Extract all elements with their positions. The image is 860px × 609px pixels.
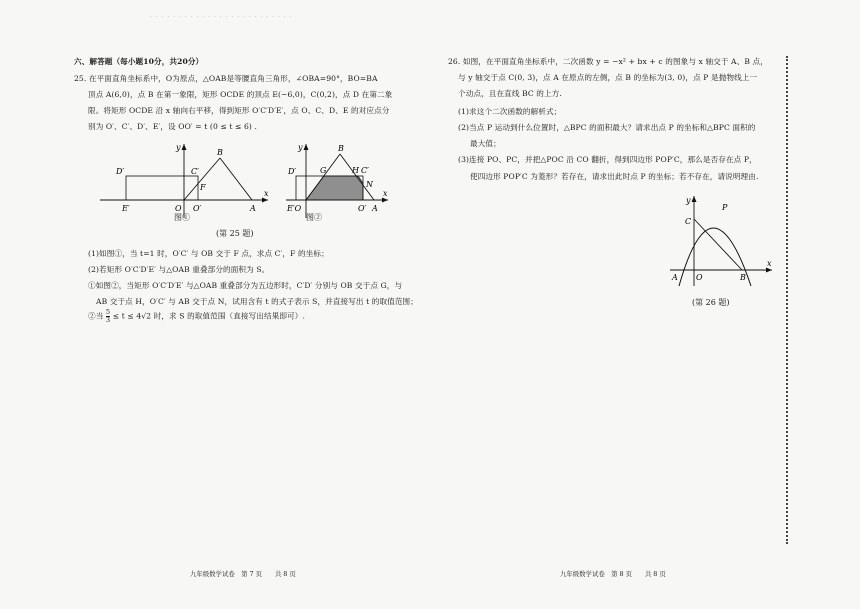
fig1-label-c: C′ bbox=[191, 167, 199, 176]
fig1-label-f: F bbox=[200, 183, 206, 192]
fig2-y-label: y bbox=[298, 143, 303, 152]
fig2-caption: 图② bbox=[306, 213, 322, 222]
fig2-x-label: x bbox=[383, 189, 388, 198]
fig26-label-p: P bbox=[722, 203, 728, 212]
q25-part-2-1: ①如图②，当矩形 O′C′D′E′ 与△OAB 重叠部分为五边形时，C′D′ 分别与 OB 交于点 G，与 bbox=[88, 281, 403, 290]
fig1-label-b: B bbox=[217, 148, 223, 157]
fraction-five-thirds bbox=[106, 309, 110, 324]
q25-figure-1 bbox=[96, 140, 271, 220]
fig1-y-label: y bbox=[176, 143, 181, 152]
header-stamp: · · · · · · · · · · · · · · · · · · · · · · · · · bbox=[150, 14, 293, 21]
q25-figure-2 bbox=[282, 140, 392, 220]
q25-line-1: 25. 在平面直角坐标系中，O为原点，△OAB是等腰直角三角形，∠OBA=90°，BO=BA bbox=[74, 74, 378, 83]
fig26-x-label: x bbox=[767, 259, 772, 268]
fig2-label-o-prime: O′ bbox=[358, 204, 367, 213]
fig26-label-c: C bbox=[685, 217, 692, 226]
fig1-label-a: A bbox=[250, 204, 256, 213]
fig2-label-b: B bbox=[338, 144, 344, 153]
right-footer: 九年级数学试卷 第 8 页 共 8 页 bbox=[560, 570, 666, 578]
fig1-label-o-prime: O′ bbox=[193, 204, 202, 213]
fig26-label-o: O bbox=[696, 273, 703, 282]
fig26-label-b: B bbox=[740, 273, 746, 282]
q25-part-1: (1)如图①，当 t=1 时，O′C′ 与 OB 交于 F 点，求点 C′，F 的坐标； bbox=[88, 249, 329, 258]
fig2-label-eo: E′O bbox=[287, 204, 302, 213]
q25-part-2-1-cont: AB 交于点 H，O′C′ 与 AB 交于点 N，试用含有 t 的式子表示 S，并直接写出 t 的取值范围； bbox=[96, 297, 418, 306]
q25-part-2-2 bbox=[88, 309, 305, 324]
fig2-label-n: N bbox=[366, 180, 373, 189]
q26-part-3: (3)连接 PO、PC，并把△POC 沿 CO 翻折，得到四边形 POP′C，那么是否存在点 P， bbox=[458, 155, 757, 164]
fig2-label-g: G bbox=[320, 166, 327, 175]
fraction-numerator: 5 bbox=[105, 308, 111, 316]
q26-figure bbox=[666, 192, 776, 288]
fig1-label-d: D′ bbox=[116, 167, 125, 176]
q26-line-1: 26. 如图，在平面直角坐标系中，二次函数 y = −x² + bx + c 的图象与 x 轴交于 A、B 点， bbox=[448, 57, 768, 66]
q25-line-4: 别为 O′、C′、D′、E′，设 OO′ = t (0 ≤ t ≤ 6) . bbox=[88, 122, 258, 131]
q26-part-2: (2)当点 P 运动到什么位置时，△BPC 的面积最大？请求出点 P 的坐标和△BPC 面积的 bbox=[458, 123, 756, 132]
right-page bbox=[430, 0, 860, 609]
q26-caption: (第 26 题) bbox=[692, 298, 730, 307]
q25-part-2-2-suffix: ≤ t ≤ 4√2 时，求 S 的取值范围（直接写出结果即可）. bbox=[112, 311, 305, 321]
q26-line-2: 与 y 轴交于点 C(0, 3)，点 A 在原点的左侧，点 B 的坐标为(3, 0)，点 P 是抛物线上一 bbox=[458, 73, 758, 82]
fig26-y-label: y bbox=[686, 196, 691, 205]
fraction-denominator: 3 bbox=[105, 316, 111, 324]
q25-part-2: (2)若矩形 O′C′D′E′ 与△OAB 重叠部分的面积为 S。 bbox=[88, 265, 270, 274]
page-edge-dotted-line bbox=[786, 56, 788, 544]
fig1-x-label: x bbox=[264, 189, 269, 198]
fig1-label-e: E′ bbox=[122, 204, 130, 213]
fig1-label-o: O bbox=[175, 204, 182, 213]
left-footer: 九年级数学试卷 第 7 页 共 8 页 bbox=[190, 570, 296, 578]
section-title: 六、解答题（每小题10分，共20分） bbox=[74, 57, 204, 66]
q26-line-3: 个动点，且在直线 BC 的上方. bbox=[458, 89, 562, 98]
fig2-label-h: H bbox=[352, 166, 359, 175]
fig2-label-d: D′ bbox=[288, 167, 297, 176]
q25-line-3: 限。将矩形 OCDE 沿 x 轴向右平移，得到矩形 O′C′D′E′，点 O、C、D、E 的对应点分 bbox=[88, 106, 390, 115]
q25-line-2: 顶点 A(6,0)，点 B 在第一象限，矩形 OCDE 的顶点 E(−6,0)，C(0,2)，点 D 在第二象 bbox=[88, 90, 393, 99]
q25-caption: (第 25 题) bbox=[216, 229, 254, 238]
fig1-caption: 图① bbox=[174, 213, 190, 222]
fig2-label-a: A bbox=[372, 204, 378, 213]
fig2-label-c: C′ bbox=[361, 166, 369, 175]
q26-part-3-cont: 使四边形 POP′C 为菱形？若存在，请求出此时点 P 的坐标；若不存在，请说明理由. bbox=[470, 172, 759, 181]
fig26-label-a: A bbox=[672, 273, 678, 282]
q26-part-2-cont: 最大值； bbox=[470, 139, 501, 148]
q25-part-2-2-prefix: ②当 bbox=[88, 311, 104, 321]
q26-part-1: (1)求这个二次函数的解析式； bbox=[458, 107, 562, 116]
